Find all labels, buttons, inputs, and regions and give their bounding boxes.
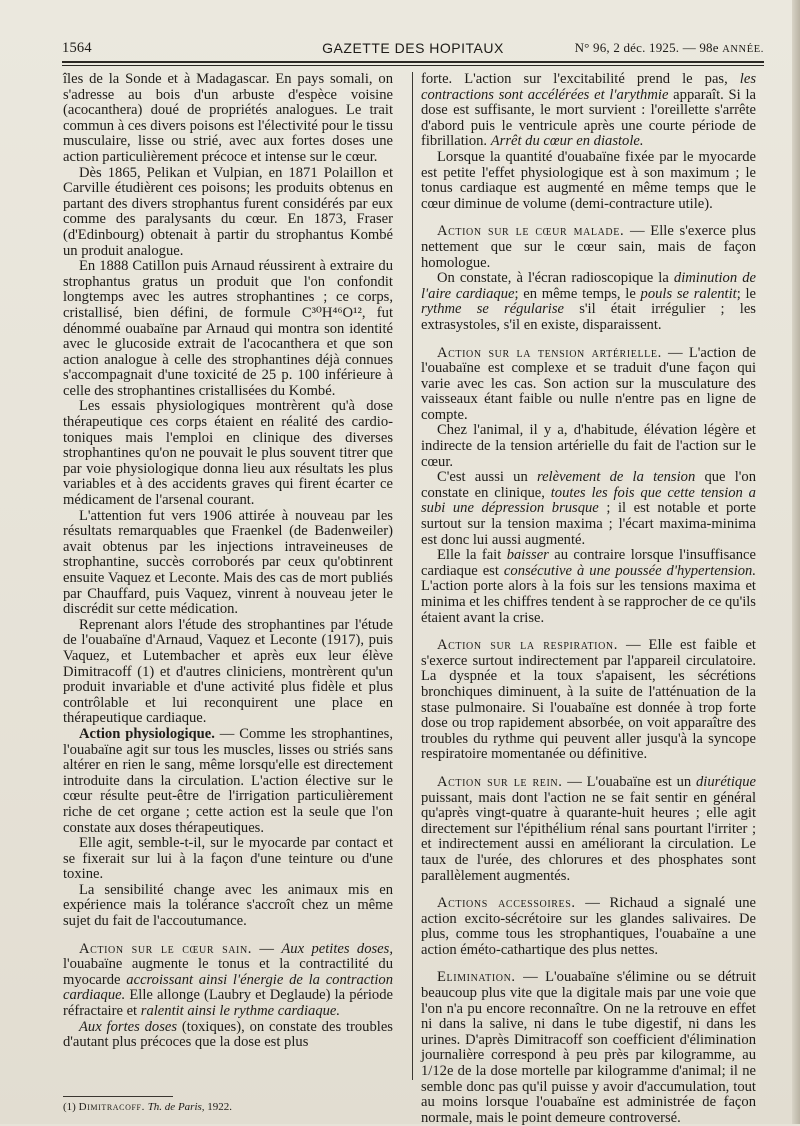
- section-text: l'ouabaïne augmente le tonus et la contractilité du myocarde: [63, 956, 393, 988]
- section-heading: Action physiologique.: [79, 725, 215, 742]
- paragraph: îles de la Sonde et à Madagascar. En pays somali, on s'adresse au bois d'un arbuste d'espèce voisine (acocanthera) doué de propriétés analogues. Le trait commun à ces divers poisons est l'électivité pour le tissu musculaire, lisse ou strié, avec aux fortes doses une action particulièrement précoce et intense sur le cœur.: [63, 71, 393, 165]
- text: ; en même temps, le: [514, 285, 641, 302]
- section-kidney: [421, 775, 756, 884]
- paragraph: [421, 470, 756, 548]
- journal-title: GAZETTE DES HOPITAUX: [322, 40, 504, 56]
- emphasis: ralentit ainsi le rythme cardiaque.: [140, 1003, 341, 1020]
- section-text: — Richaud a signalé une action excito-sécrétoire sur les glandes salivaires. De plus, comme tous les strophantiques, l'ouabaïne a une action éméto-cathartique des plus nettes.: [421, 895, 756, 958]
- paragraph: Reprenant alors l'étude des strophantines par l'étude de l'ouabaïne d'Arnaud, Vaquez et Leconte (1917), puis Vaquez, et Lutembacher et après eux leur élève Dimitracoff (1) et d'autres cliniciens, montrèrent qu'un produit invariable et d'une activité plus fidèle et plus contrôlable et lui reconquirent une place en thérapeutique cardiaque.: [63, 616, 393, 727]
- text: On constate, à l'écran radioscopique la: [437, 270, 674, 287]
- emphasis: Aux fortes doses: [79, 1018, 178, 1035]
- section-heading: Action sur le cœur sain.: [79, 940, 253, 957]
- footnote-author: Dimitracoff.: [78, 1101, 145, 1113]
- header-rule-thin: [62, 65, 764, 66]
- text: — L'ouabaïne est un: [562, 773, 696, 790]
- section-heading: Action sur le rein.: [437, 773, 563, 790]
- section-accessory-actions: [421, 896, 756, 958]
- text: que l'on constate en clinique,: [421, 469, 756, 501]
- paragraph: L'attention fut vers 1906 attirée à nouveau par les résultats remarquables que Fraenkel (de Badenweiler) avait obtenus par les injections intraveineuses de strophantine, succès corroborés par ceux qu'obtinrent ensuite Vaquez et Leconte. Mais des cas de mort publiés par Chauffard, puis Vaquez, vinrent à nouveau jeter le discrédit sur cette médication.: [63, 507, 393, 618]
- footnote-reference: Th. de Paris,: [147, 1101, 205, 1113]
- text: Elle la fait: [437, 547, 507, 564]
- text: apparaît. Si la dose est suffisante, le mort survient : l'oreillette s'arrête d'abord puis le ventricule après une courte période de fibrillation.: [421, 86, 756, 150]
- paragraph: Chez l'animal, il y a, d'habitude, élévation légère et indirecte de la tension artérielle du fait de l'action sur le cœur.: [421, 422, 756, 470]
- paragraph: [421, 72, 756, 150]
- paragraph: [421, 548, 756, 626]
- paragraph: Elle agit, semble-t-il, sur le myocarde par contact et se fixerait sur lui à la façon d'une teinture ou d'une toxine.: [63, 835, 393, 883]
- emphasis: pouls se ralentit: [640, 285, 737, 302]
- emphasis: consécutive à une poussée d'hypertension.: [503, 562, 756, 579]
- section-arterial-tension: [421, 346, 756, 424]
- section-heading: Action sur la tension artérielle.: [437, 344, 662, 361]
- column-divider: [412, 72, 413, 1080]
- emphasis: Aux petites doses,: [281, 940, 393, 957]
- section-elimination: [421, 970, 756, 1126]
- section-physiological-action: [63, 727, 393, 836]
- paragraph: Les essais physiologiques montrèrent qu'à dose thérapeutique ces corps étaient en réalité des cardio-toniques mais l'emploi en clinique des diverses strophantines qu'on ne pouvait le plus souvent titrer que par voie physiologique donna lieu aux résultats les plus variables et à des accidents graves qui firent écarter ce médicament de l'arsenal courant.: [63, 398, 393, 509]
- section-heading: Action sur le cœur malade.: [437, 223, 625, 240]
- section-healthy-heart: [63, 942, 393, 1020]
- emphasis: baisser: [506, 547, 549, 564]
- section-text: — Comme les strophantines, l'ouabaïne agit sur tous les muscles, lisses ou striés sans altérer en rien le sang, même lorsqu'elle est directement introduite dans la circulation. L'action élective sur le cœur résulte peut-être de l'irrigation particulièrement riche de cet organe ; cette action est la seule que l'on constate aux doses thérapeutiques.: [63, 725, 393, 836]
- emphasis: rythme se régularise: [421, 301, 565, 318]
- page-header: [62, 38, 764, 60]
- footnote-rule: [63, 1096, 173, 1097]
- text: ; le: [736, 285, 756, 302]
- text: L'action porte alors à la fois sur les tensions maxima et minima et les chiffres tendent à se rapprocher de ce qu'ils étaient avant la crise.: [421, 578, 756, 626]
- section-text: —: [252, 940, 282, 957]
- emphasis: diurétique: [696, 773, 756, 790]
- issue-year-label: ANNÉE.: [722, 44, 764, 55]
- emphasis: toutes les fois que cette tension a subi une dépression brusque: [421, 484, 756, 517]
- text: ; il est notable et porte surtout sur la tension maxima ; l'écart maxima-minima est donc lui aussi augmenté.: [421, 500, 756, 548]
- text: au contraire lorsque l'insuffisance cardiaque est: [421, 547, 756, 579]
- section-heading: Action sur la respiration.: [437, 637, 618, 654]
- footnote-year: 1922.: [207, 1101, 233, 1113]
- paragraph: Lorsque la quantité d'ouabaïne fixée par le myocarde est petite l'effet physiologique est à son maximum ; le tonus cardiaque est augmenté en même temps que le cœur diminue de volume (demi-contracture utile).: [421, 148, 756, 212]
- section-text: (toxiques), on constate des troubles d'autant plus précoces que la dose est plus: [63, 1018, 393, 1051]
- paragraph: En 1888 Catillon puis Arnaud réussirent à extraire du strophantus gratus un produit que l'on confondit longtemps avec les autres strophantines ; ce corps, cristallisé, bien défini, de formule C³⁰H⁴⁶O¹², fut dénommé ouabaïne par Arnaud qui montra son identité avec le glucoside extrait de l'acocanthera et que son action analogue à celle des strophantines déjà connues s'accompagnait d'une toxicité de 25 p. 100 inférieure à celle des strophantines cristallisées du Kombé.: [63, 258, 393, 399]
- paragraph: La sensibilité change avec les animaux mis en expérience mais la tolérance s'accroît chez un même sujet du fait de l'accoutumance.: [63, 881, 393, 930]
- header-rule-thick: [62, 61, 764, 63]
- emphasis: accroissant ainsi l'énergie de la contraction cardiaque.: [63, 971, 393, 1004]
- section-heading: Actions accessoires.: [437, 895, 576, 912]
- section-diseased-heart: [421, 224, 756, 271]
- section-text: Elle allonge (Laubry et Deglaude) la période réfractaire et: [63, 987, 393, 1020]
- emphasis: Arrêt du cœur en diastole.: [490, 133, 644, 150]
- text: puissant, mais dont l'action ne se fait sentir en général qu'après vingt-quatre à quarante-huit heures ; elle agit directement sur l'épithélium rénal sans pourtant l'irriter ; et indirectement aussi en améliorant la circulation. Le taux de l'urée, des chlorures et des phosphates sont parallèlement augmentés.: [421, 789, 756, 884]
- emphasis: les contractions sont accélérées et l'arythmie: [421, 71, 756, 103]
- section-text: — L'ouabaïne s'élimine ou se détruit beaucoup plus vite que la digitale mais par une voie que l'on n'a pu encore reconnaître. On ne la retrouve en effet ni dans la salive, ni dans le tube digestif, ni dans les urines. D'après Dimitracoff son coefficient d'élimination journalière correspond à peu près par kilogramme, au 1/12e de la dose mortelle par kilogramme d'animal; il ne semble donc pas qu'il puisse y avoir d'accumulation, tout au moins lorsque l'ouabaïne est administrée de façon normale, mais le point demeure controversé.: [421, 969, 756, 1126]
- page-number: 1564: [62, 40, 92, 56]
- left-column: [63, 72, 393, 1051]
- text: s'il était irrégulier ; les extrasystoles, s'il en existe, disparaissent.: [421, 301, 756, 333]
- section-text: — Elle s'exerce plus nettement que sur le cœur sain, mais de façon homologue.: [421, 223, 756, 271]
- section-respiration: [421, 638, 756, 763]
- emphasis: diminution de l'aire cardiaque: [421, 270, 756, 302]
- page-edge: [792, 0, 800, 1124]
- issue-info: [575, 40, 764, 56]
- paragraph: [421, 271, 756, 333]
- section-heading: Elimination.: [437, 969, 516, 986]
- emphasis: relèvement de la tension: [536, 469, 696, 486]
- text: forte. L'action sur l'excitabilité prend le pas,: [421, 71, 740, 87]
- issue-date: N° 96, 2 déc. 1925. — 98e: [574, 40, 719, 55]
- section-text: — Elle est faible et s'exerce surtout indirectement par l'appareil circulatoire. La dyspnée et la toux s'apaisent, les sécrétions bronchiques diminuent, à la suite de l'atténuation de la stase pulmonaire. Si l'ouabaïne est donnée à trop forte dose ou trop rapidement absorbée, on voit apparaître des troubles du rythme qui peuvent aller jusqu'à la syncope respiratoire momentanée ou définitive.: [421, 637, 756, 763]
- paragraph: [63, 1020, 393, 1051]
- footnote-marker: (1): [63, 1101, 76, 1113]
- footnote: [63, 1101, 232, 1114]
- right-column: [421, 72, 756, 1126]
- paragraph: Dès 1865, Pelikan et Vulpian, en 1871 Polaillon et Carville étudièrent ces poisons; les produits obtenus en partant des divers strophantus furent considérés par eux comme des paralysants du cœur. En 1873, Fraser (d'Edinbourg) obtenait à partir du strophantus Kombé un produit analogue.: [63, 164, 393, 259]
- section-text: — L'action de l'ouabaïne est complexe et se traduit d'une façon qui varie avec les cas. Son action sur la musculature des vaisseaux étant faible ou nulle n'entre pas en ligne de compte.: [421, 344, 756, 423]
- text: C'est aussi un: [437, 469, 537, 486]
